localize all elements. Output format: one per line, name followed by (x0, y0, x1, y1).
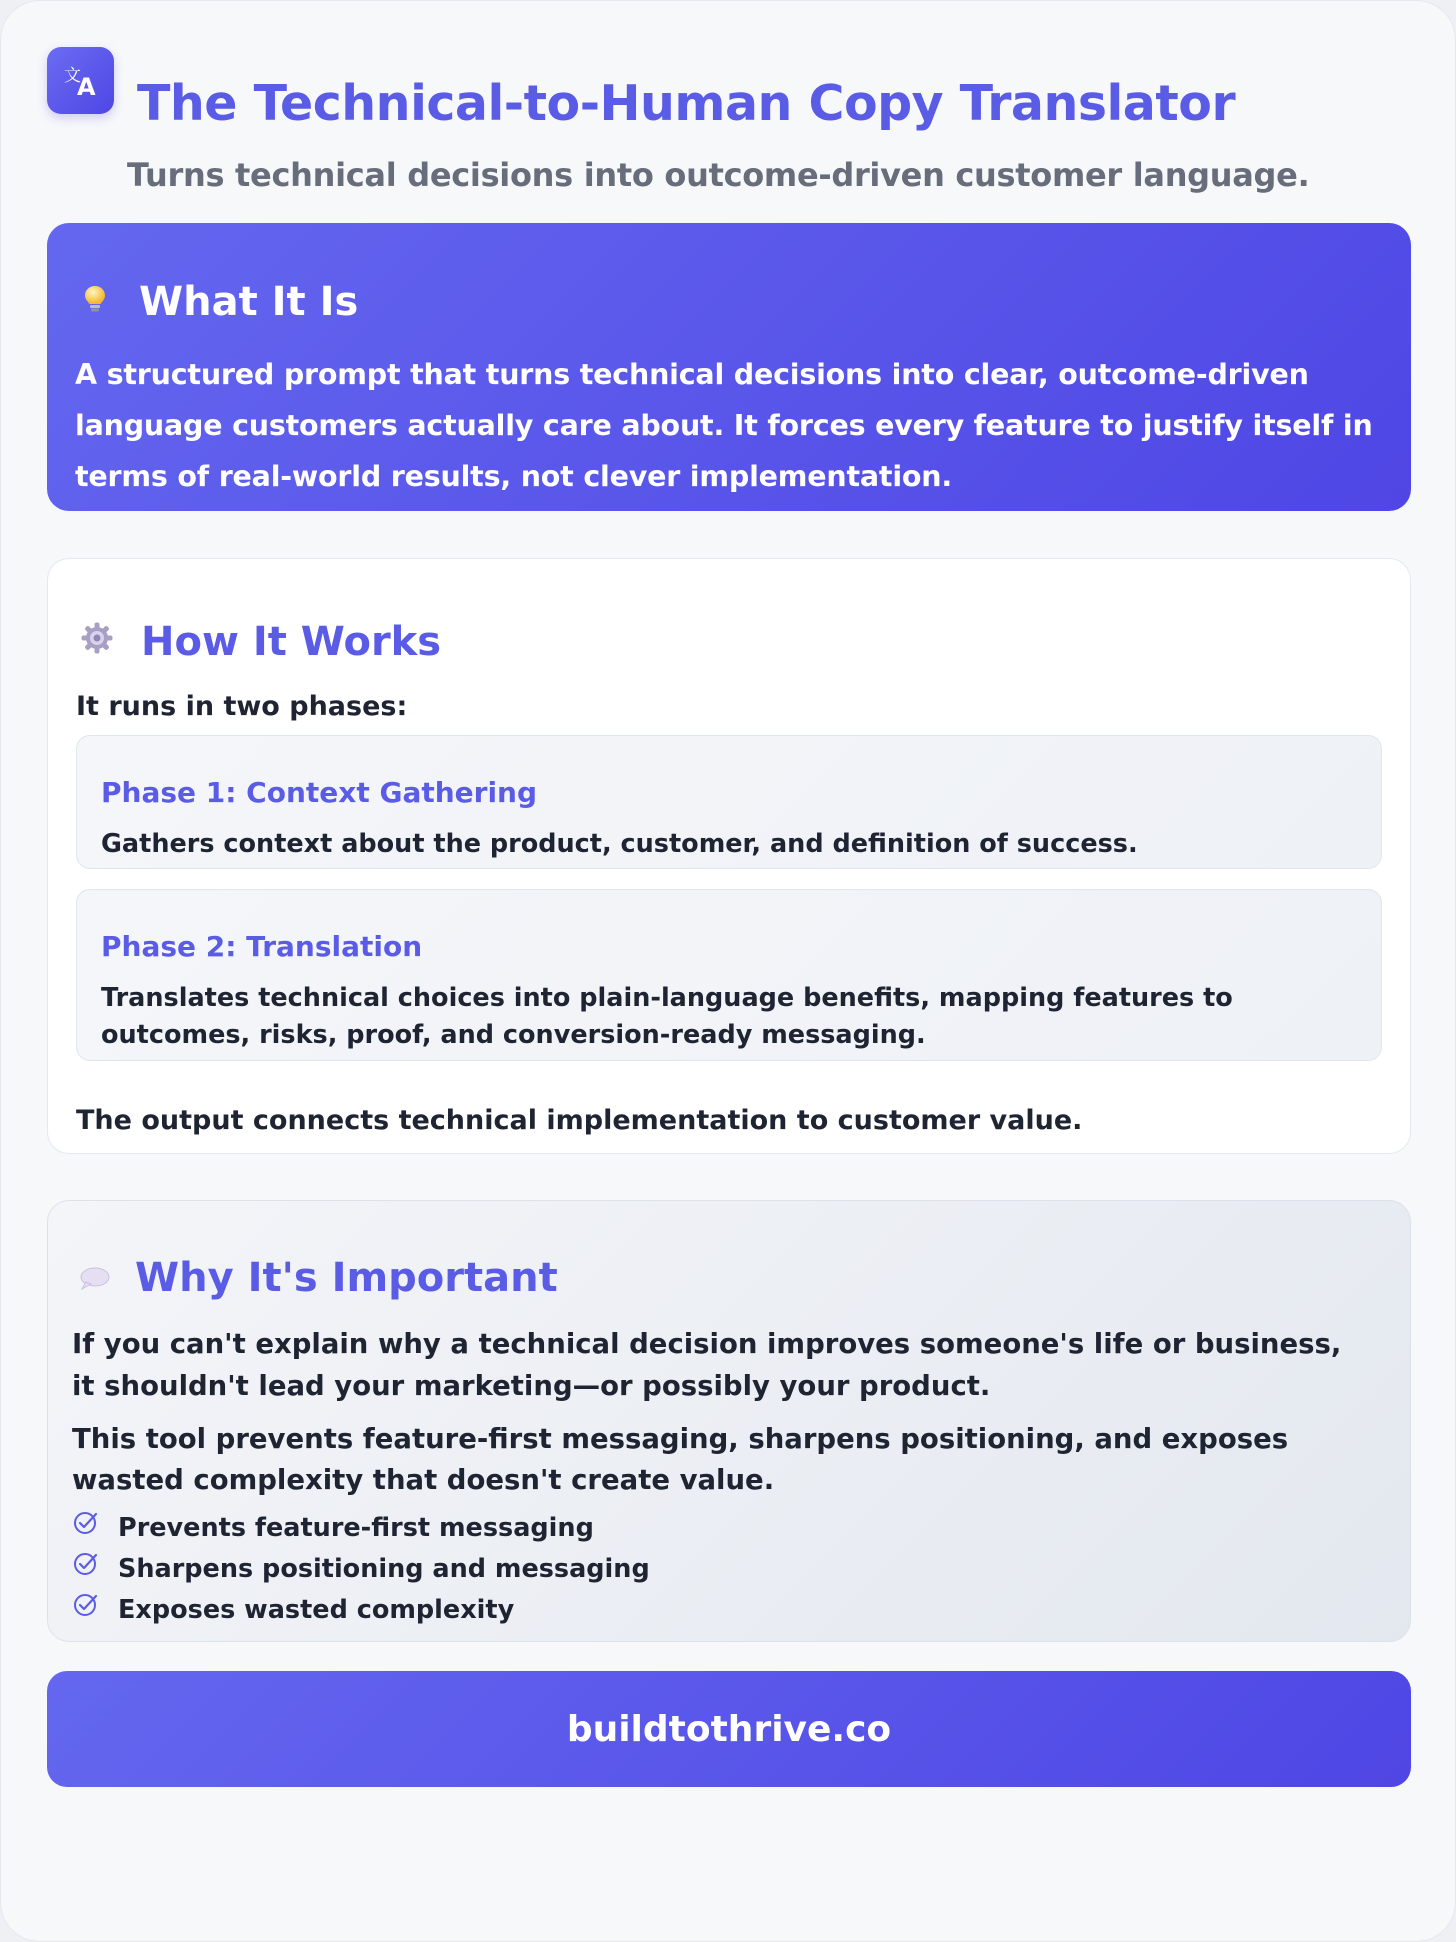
how-it-works-outro: The output connects technical implementation to customer value. (76, 1105, 1083, 1136)
checklist-label: Sharpens positioning and messaging (118, 1554, 650, 1584)
checklist-label: Prevents feature-first messaging (118, 1513, 594, 1543)
phase-card (76, 735, 1382, 869)
why-important-paragraph: If you can't explain why a technical decision improves someone's life or business, it shouldn't lead your marketing—or possibly your product. (72, 1328, 1342, 1402)
phase-card (76, 889, 1382, 1061)
page-title: The Technical-to-Human Copy Translator (137, 75, 1236, 132)
what-it-is-card (47, 223, 1411, 511)
what-it-is-body: A structured prompt that turns technical decisions into clear, outcome-driven language customers actually care about. It forces every feature to justify itself in terms of real-world results, not clever implementation. (75, 358, 1373, 493)
why-important-title: Why It's Important (135, 1255, 558, 1301)
phase-body: Gathers context about the product, customer, and definition of success. (101, 829, 1138, 859)
translate-icon: 文 A (47, 47, 114, 114)
speech-bubble-icon (78, 1267, 110, 1291)
how-it-works-title: How It Works (141, 619, 442, 665)
what-it-is-title: What It Is (139, 279, 359, 325)
footer-link[interactable]: buildtothrive.co (566, 1709, 892, 1750)
phase-title: Phase 1: Context Gathering (101, 776, 538, 809)
why-important-paragraph: This tool prevents feature-first messaging, sharpens positioning, and exposes wasted complexity that doesn't create value. (72, 1423, 1289, 1496)
checklist-label: Exposes wasted complexity (118, 1595, 515, 1625)
phase-body: Translates technical choices into plain-language benefits, mapping features to outcomes, risks, proof, and conversion-ready messaging. (101, 983, 1233, 1050)
why-important-card (47, 1200, 1411, 1642)
lightbulb-icon (83, 285, 107, 313)
footer-banner (47, 1671, 1411, 1787)
check-circle-icon (72, 1591, 100, 1619)
page-subtitle: Turns technical decisions into outcome-driven customer language. (127, 156, 1310, 194)
gear-icon (80, 621, 114, 655)
check-circle-icon (72, 1550, 100, 1578)
how-it-works-intro: It runs in two phases: (76, 691, 408, 722)
phase-title: Phase 2: Translation (101, 930, 423, 963)
check-circle-icon (72, 1509, 100, 1537)
how-it-works-card (47, 558, 1411, 1154)
